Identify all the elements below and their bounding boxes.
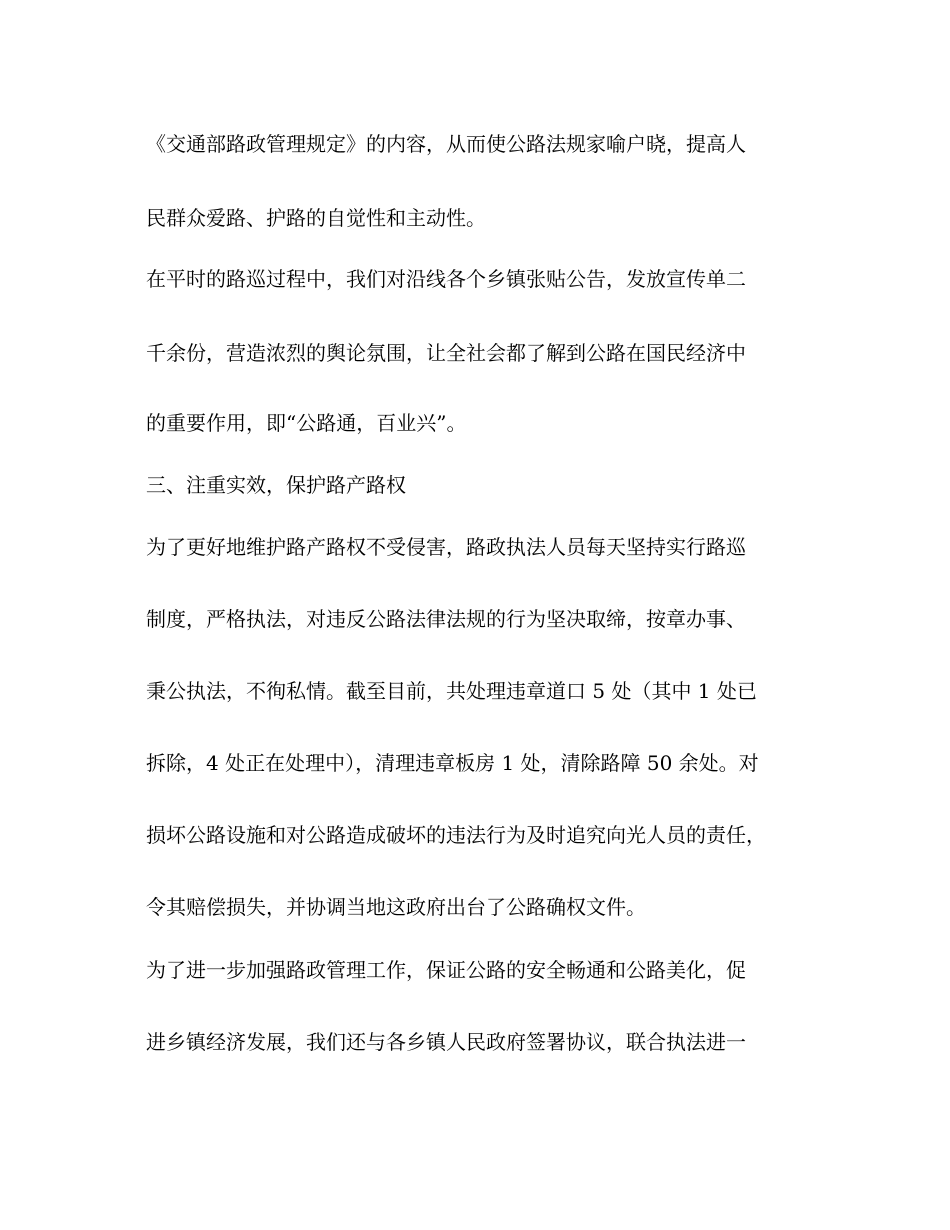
text-line: 拆除，4 处正在处理中），清理违章板房 1 处，清除路障 50 余处。对: [146, 751, 759, 775]
text-line: 民群众爱路、护路的自觉性和主动性。: [146, 206, 486, 230]
text-line: 在平时的路巡过程中，我们对沿线各个乡镇张贴公告，发放宣传单二: [146, 267, 746, 291]
text-line: 为了更好地维护路产路权不受侵害，路政执法人员每天坚持实行路巡: [146, 535, 746, 559]
text-line: 《交通部路政管理规定》的内容，从而使公路法规家喻户晓，提高人: [146, 132, 746, 156]
section-heading: 三、注重实效，保护路产路权: [146, 473, 406, 497]
text-line: 令其赔偿损失，并协调当地这政府出台了公路确权文件。: [146, 895, 646, 919]
text-line: 进乡镇经济发展，我们还与各乡镇人民政府签署协议，联合执法进一: [146, 1030, 746, 1054]
text-line: 制度，严格执法，对违反公路法律法规的行为坚决取缔，按章办事、: [146, 607, 746, 631]
text-line: 为了进一步加强路政管理工作，保证公路的安全畅通和公路美化，促: [146, 958, 746, 982]
text-line: 千余份，营造浓烈的舆论氛围，让全社会都了解到公路在国民经济中: [146, 341, 746, 365]
text-line: 秉公执法，不徇私情。截至目前，共处理违章道口 5 处（其中 1 处已: [146, 679, 757, 703]
text-line: 的重要作用，即“公路通，百业兴”。: [146, 411, 467, 435]
text-line: 损坏公路设施和对公路造成破坏的违法行为及时追究向光人员的责任，: [146, 823, 766, 847]
